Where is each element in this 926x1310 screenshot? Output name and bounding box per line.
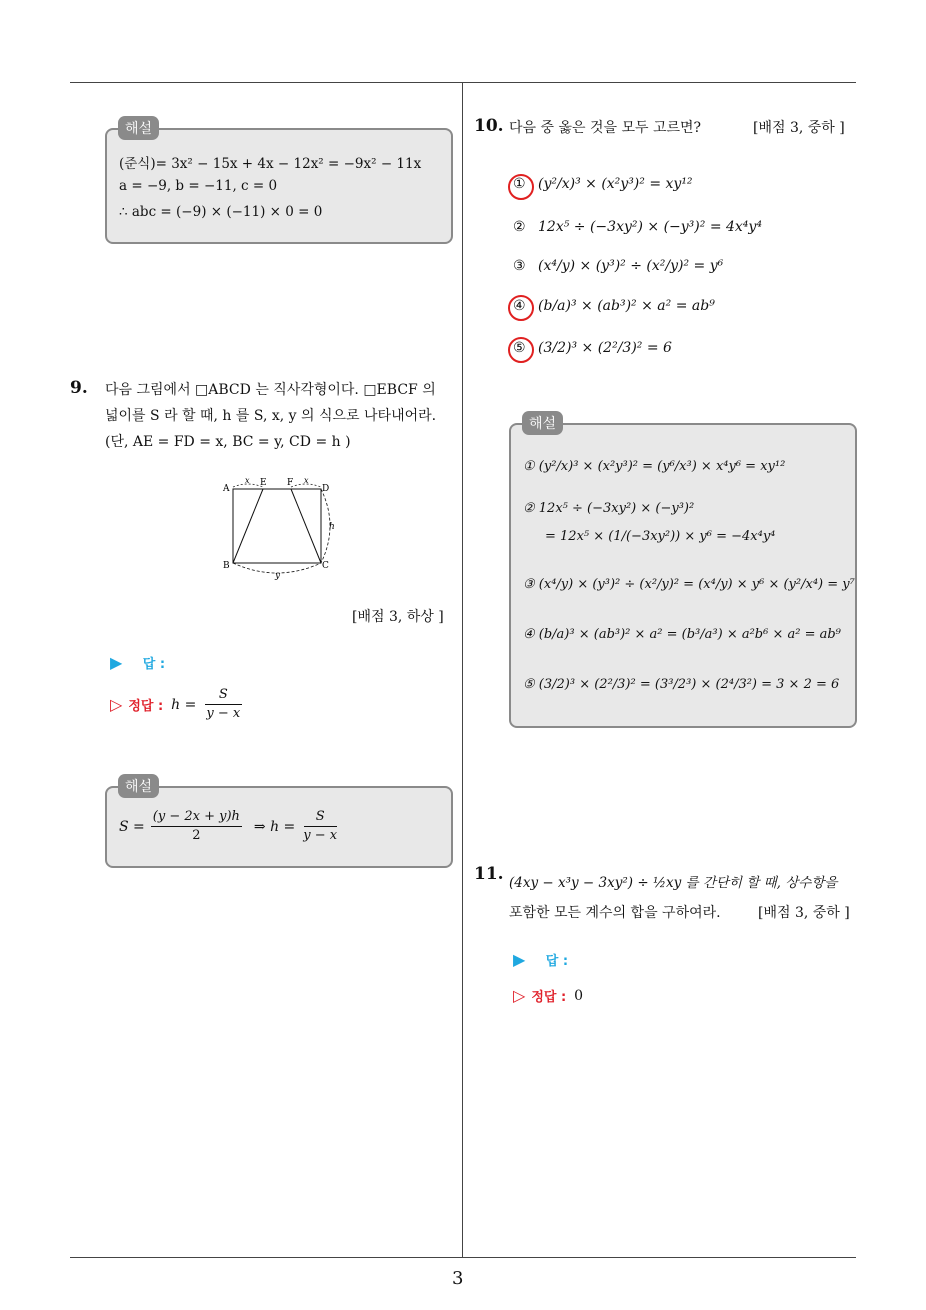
question-number-9: 9. (70, 378, 88, 398)
solution-10-line-2: ② 12x⁵ ÷ (−3xy²) × (−y³)² (523, 501, 695, 516)
option-5: ⑤ (3/2)³ × (2²/3)² = 6 (513, 340, 672, 356)
option-3: ③ (x⁴/y) × (y³)² ÷ (x²/y)² = y⁶ (513, 258, 724, 274)
solution-tag-q8: 해설 (118, 116, 159, 140)
correct-answer-lhs-q9: h = (171, 696, 197, 713)
solution-10-line-1: ① (y²/x)³ × (x²y³)² = (y⁶/x³) × x⁴y⁶ = xy¹² (523, 459, 786, 474)
question-9-text-line-3: (단, AE = FD = x, BC = y, CD = h ) (105, 434, 351, 450)
correct-answer-fraction-q9: $\frac{S}{y - x}$ (206, 687, 241, 721)
solution-q9-fraction-2: $\frac{S}{y - x}$ (303, 809, 338, 843)
solution-10-line-3: = 12x⁵ × (1/(−3xy²)) × y⁶ = −4x⁴y⁴ (545, 529, 776, 544)
label-x-right: x (304, 476, 309, 485)
question-number-10: 10. (474, 116, 504, 136)
solution-10-line-6: ⑤ (3/2)³ × (2²/3)² = (3³/2³) × (2⁴/3²) = 3 × 2 = 6 (523, 677, 840, 692)
question-10-score: [배점 3, 중하 ] (753, 120, 845, 136)
play-triangle-icon: ▶ (110, 653, 123, 672)
play-triangle-icon: ▶ (513, 950, 526, 969)
correct-answer-row-q11 (513, 986, 583, 1005)
question-10-text: 다음 중 옳은 것을 모두 고르면? (509, 120, 702, 136)
question-11-text-line-1: (4xy − x³y − 3xy²) ÷ ½xy 를 간단히 할 때, 상수항을 (509, 875, 838, 891)
column-divider (462, 82, 463, 1257)
label-x-left: x (245, 476, 250, 485)
outline-triangle-icon: ▷ (110, 695, 123, 714)
label-E: E (260, 478, 267, 488)
correct-answer-q11: 0 (574, 987, 584, 1004)
solution-q9-fraction-1: $\frac{(y - 2x + y)h}{2}$ (152, 809, 240, 843)
solution-box-q9 (105, 786, 453, 868)
label-h: h (329, 522, 335, 532)
question-9-score: [배점 3, 하상 ] (352, 609, 444, 625)
solution-q9-equation: S = $\frac{(y - 2x + y)h}{2}$ ⇒ h = $\frac{S}{y - x}$ (119, 809, 338, 843)
solution-line-3: ∴ abc = (−9) × (−11) × 0 = 0 (119, 204, 323, 220)
label-y: y (275, 571, 281, 581)
page-number: 3 (452, 1268, 464, 1289)
question-number-11: 11. (474, 864, 504, 884)
question-9-text-line-1: 다음 그림에서 □ABCD 는 직사각형이다. □EBCF 의 (105, 382, 436, 398)
solution-line-2: a = −9, b = −11, c = 0 (119, 178, 278, 194)
solution-10-line-5: ④ (b/a)³ × (ab³)² × a² = (b³/a³) × a²b⁶ × a² = ab⁹ (523, 627, 841, 642)
answer-label-q9: 답 : (142, 657, 166, 672)
label-B: B (223, 561, 230, 571)
option-4: ④ (b/a)³ × (ab³)² × a² = ab⁹ (513, 298, 715, 314)
correct-answer-row-q9 (110, 686, 244, 723)
answer-label-q11: 답 : (545, 954, 569, 969)
solution-10-line-4: ③ (x⁴/y) × (y³)² ÷ (x²/y)² = (x⁴/y) × y⁶ × (y²/x⁴) = y⁷ (523, 577, 855, 592)
answer-row-q11 (513, 950, 568, 969)
label-A: A (223, 484, 230, 494)
solution-box-q10 (509, 423, 857, 728)
solution-tag-q9: 해설 (118, 774, 159, 798)
label-F: F (287, 478, 294, 488)
solution-tag-q10: 해설 (522, 411, 563, 435)
bottom-rule (70, 1257, 856, 1258)
correct-label-q11: 정답 : (531, 990, 567, 1005)
option-1: ① (y²/x)³ × (x²y³)² = xy¹² (513, 176, 693, 192)
label-C: C (322, 561, 329, 571)
solution-box-q8 (105, 128, 453, 244)
question-9-text-line-2: 넓이를 S 라 할 때, h 를 S, x, y 의 식으로 나타내어라. (105, 408, 437, 424)
top-rule (70, 82, 856, 83)
correct-label-q9: 정답 : (128, 699, 164, 714)
question-11-text-line-2: 포함한 모든 계수의 합을 구하여라. (509, 905, 721, 921)
rectangle-figure (215, 475, 345, 583)
question-11-score: [배점 3, 중하 ] (758, 905, 850, 921)
answer-row-q9 (110, 653, 165, 672)
option-2: ② 12x⁵ ÷ (−3xy²) × (−y³)² = 4x⁴y⁴ (513, 219, 762, 235)
outline-triangle-icon: ▷ (513, 986, 526, 1005)
solution-line-1: (준식)= 3x² − 15x + 4x − 12x² = −9x² − 11x (119, 156, 422, 172)
label-D: D (322, 484, 330, 494)
